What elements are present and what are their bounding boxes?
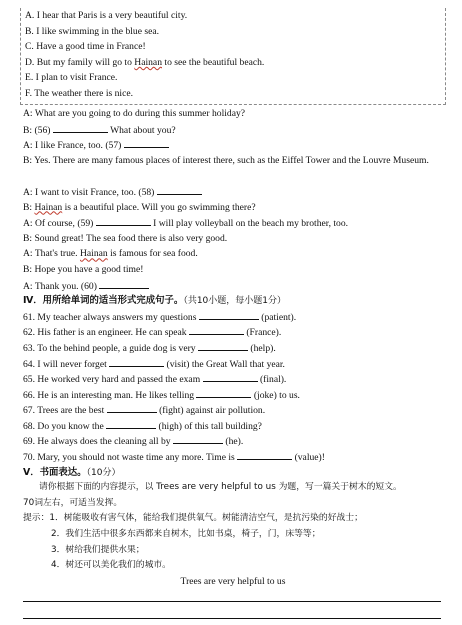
answer-blank-60[interactable]	[99, 278, 149, 289]
dialogue-line-famous: A: That's true. Hainan is famous for sea food.	[23, 248, 198, 260]
essay-prompt: 请你根据下面的内容提示，以 Trees are very helpful to us 为题，写一篇关于树木的短文。	[39, 482, 402, 493]
section-4-heading: Ⅳ．用所给单词的适当形式完成句子。（共10小题，每小题1分）	[23, 295, 286, 307]
exercise-67: 67. Trees are the best (fight) against air pollution.	[23, 402, 453, 418]
answer-blank-65[interactable]	[203, 371, 258, 382]
answer-blank-57[interactable]	[124, 137, 169, 148]
dialogue-line-hainan: B: Hainan is a beautiful place. Will you go swimming there?	[23, 201, 256, 213]
answer-blank-62[interactable]	[189, 324, 244, 335]
answer-blank-59[interactable]	[96, 215, 151, 226]
exercise-68: 68. Do you know the (high) of this tall building?	[23, 418, 453, 434]
option-e: E. I plan to visit France.	[25, 72, 118, 84]
hint-1: 提示：1．树能吸收有害气体，能给我们提供氧气。树能清洁空气，是抗污染的好战士；	[23, 513, 363, 524]
dialogue-line-seafood: B: Sound great! The sea food there is also very good.	[23, 232, 228, 244]
answer-blank-64[interactable]	[109, 356, 164, 367]
answer-blank-68[interactable]	[106, 418, 156, 429]
dialogue-line-56: B: (56) What about you?	[23, 122, 453, 138]
dialogue-line-59: A: Of course, (59) I will play volleyball on the beach my brother, too.	[23, 215, 453, 231]
dialogue-line-57: A: I like France, too. (57)	[23, 137, 453, 153]
hint-4: 4．树还可以美化我们的城市。	[51, 560, 171, 571]
exercise-64: 64. I will never forget (visit) the Great Wall that year.	[23, 356, 453, 372]
answer-blank-66[interactable]	[196, 387, 251, 398]
dialogue-line-58: A: I want to visit France, too. (58)	[23, 184, 453, 200]
exercise-66: 66. He is an interesting man. He likes telling (joke) to us.	[23, 387, 453, 403]
essay-title: Trees are very helpful to us	[180, 575, 286, 587]
exercise-70: 70. Mary, you should not waste time any more. Time is (value)!	[23, 449, 453, 465]
answer-blank-61[interactable]	[199, 309, 259, 320]
option-a: A. I hear that Paris is a very beautiful city.	[25, 10, 188, 21]
answer-blank-67[interactable]	[107, 402, 157, 413]
answer-blank-70[interactable]	[237, 449, 292, 460]
writing-line-1[interactable]	[23, 601, 441, 602]
writing-line-2[interactable]	[23, 618, 441, 619]
answer-blank-63[interactable]	[198, 340, 248, 351]
option-c: C. Have a good time in France!	[25, 41, 146, 53]
exercise-62: 62. His father is an engineer. He can speak (France).	[23, 324, 453, 340]
option-f: F. The weather there is nice.	[25, 87, 134, 99]
dialogue-line-1: A: What are you going to do during this summer holiday?	[23, 108, 246, 119]
dialogue-line-hope: B: Hope you have a good time!	[23, 263, 144, 275]
exercise-61: 61. My teacher always answers my questions (patient).	[23, 309, 453, 325]
dialogue-line-louvre: B: Yes. There are many famous places of interest there, such as the Eiffel Tower and the Louvre Museum.	[23, 154, 429, 166]
exercise-63: 63. To the behind people, a guide dog is very (help).	[23, 340, 453, 356]
answer-blank-69[interactable]	[173, 433, 223, 444]
dialogue-line-60: A: Thank you. (60)	[23, 278, 453, 294]
option-d: D. But my family will go to Hainan to see the beautiful beach.	[25, 56, 265, 68]
hint-2: 2．我们生活中很多东西都来自树木，比如书桌，椅子，门，床等等；	[51, 529, 321, 540]
exercise-65: 65. He worked very hard and passed the exam (final).	[23, 371, 453, 387]
exercise-69: 69. He always does the cleaning all by (he).	[23, 433, 453, 449]
options-box	[20, 8, 446, 105]
essay-prompt-cont: 70词左右，可适当发挥。	[23, 497, 123, 508]
answer-blank-56[interactable]	[53, 122, 108, 133]
main-text	[23, 106, 453, 589]
answer-blank-58[interactable]	[157, 184, 202, 195]
hint-3: 3．树给我们提供水果；	[51, 544, 145, 555]
option-b: B. I like swimming in the blue sea.	[25, 25, 160, 37]
option-d-place-word: Hainan	[134, 56, 162, 68]
section-5-heading: Ⅴ．书面表达。（10分）	[23, 466, 121, 478]
